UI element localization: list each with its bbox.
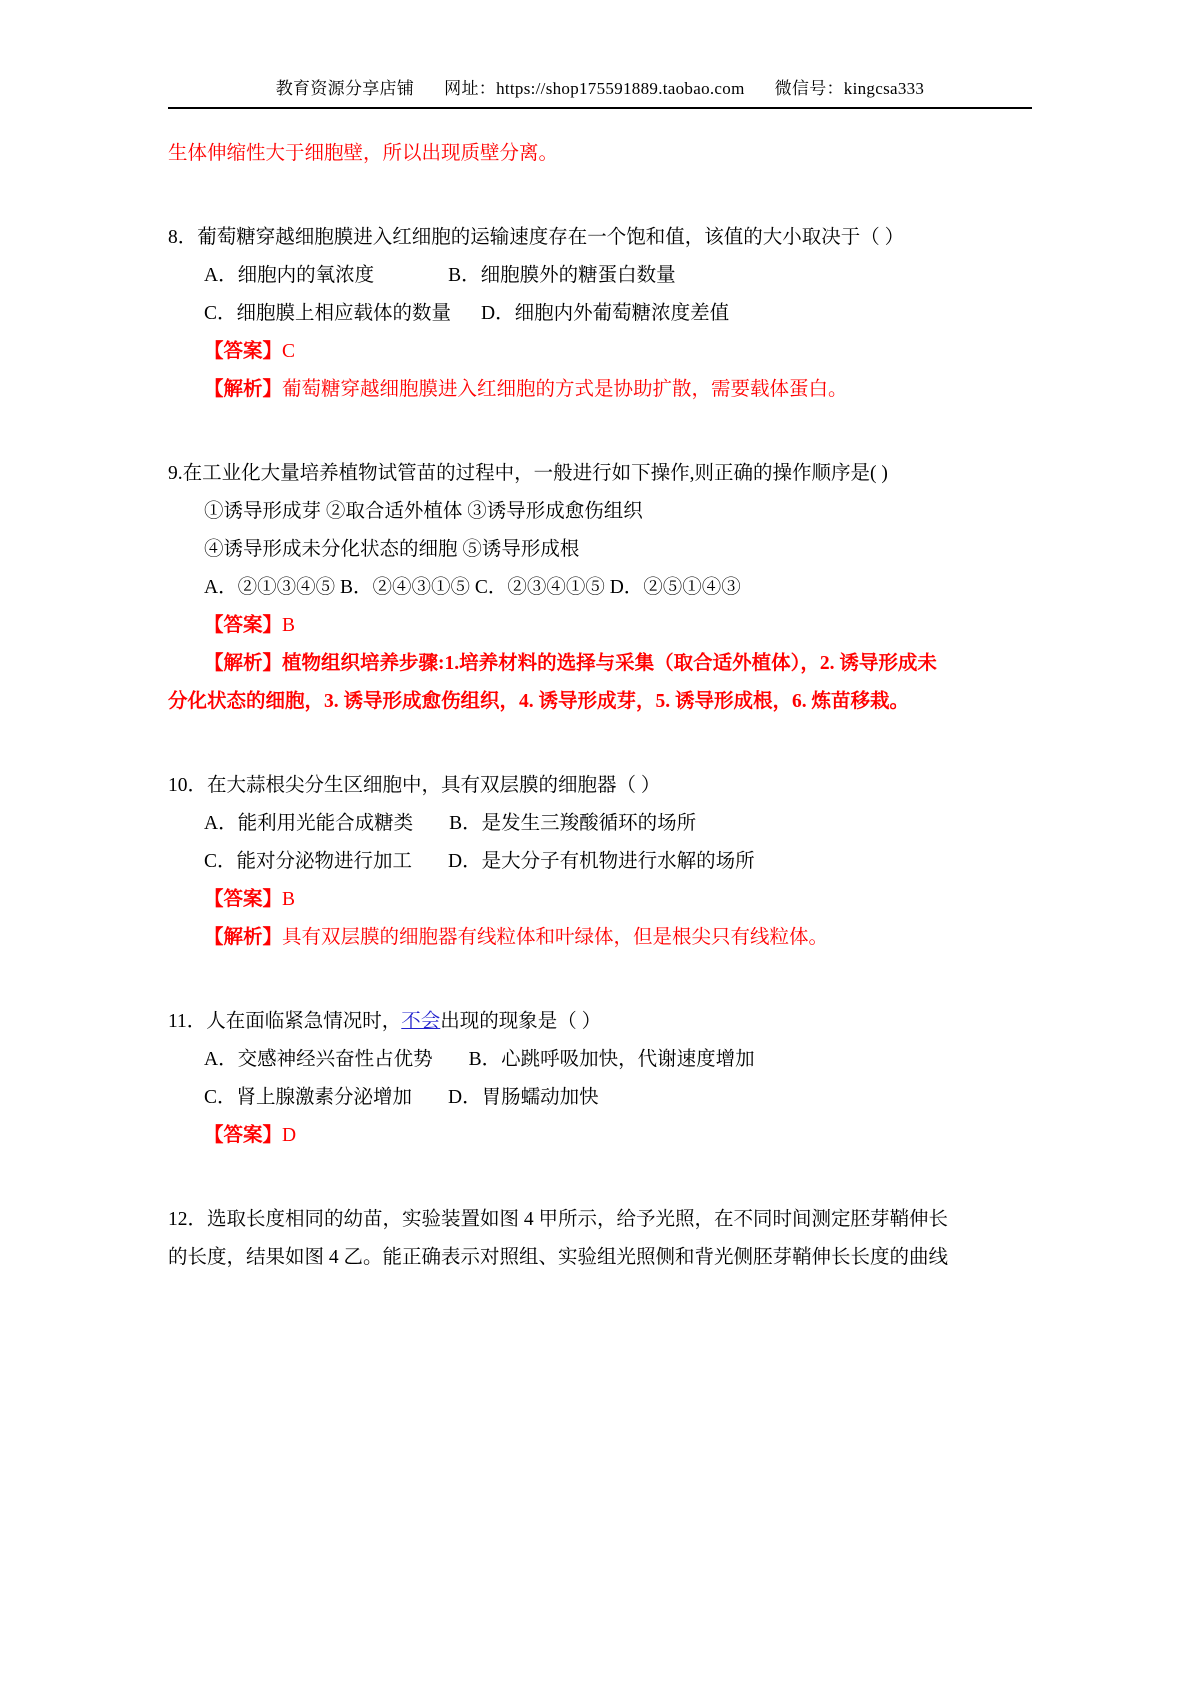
answer-value: D	[282, 1125, 297, 1147]
question-11-answer	[168, 1117, 1032, 1155]
question-10	[168, 767, 1032, 957]
question-8-option-d: D．细胞内外葡萄糖浓度差值	[481, 303, 730, 325]
question-9-choices: A．②①③④⑤ B．②④③①⑤ C．②③④①⑤ D．②⑤①④③	[204, 577, 741, 599]
explanation-label: 【解析】	[204, 379, 283, 401]
question-10-stem: 10．在大蒜根尖分生区细胞中，具有双层膜的细胞器（ ）	[168, 775, 661, 797]
question-10-option-a: A．能利用光能合成糖类	[204, 813, 414, 835]
question-8	[168, 219, 1032, 409]
explanation-text-line-2: 分化状态的细胞，3. 诱导形成愈伤组织，4. 诱导形成芽，5. 诱导形成根，6. 炼苗移栽。	[168, 691, 910, 713]
question-8-answer	[168, 333, 1032, 371]
question-9-answer	[168, 607, 1032, 645]
answer-label: 【答案】	[204, 615, 283, 637]
question-11-stem-emphasis: 不会	[401, 1011, 441, 1033]
header-site-label: 网址：	[444, 79, 497, 98]
question-8-explanation	[168, 371, 1032, 409]
question-11-option-a: A．交感神经兴奋性占优势	[204, 1049, 433, 1071]
header-wechat-id: kingcsa333	[843, 79, 925, 98]
page-header	[168, 0, 1032, 99]
question-10-answer	[168, 881, 1032, 919]
explanation-text: 葡萄糖穿越细胞膜进入红细胞的方式是协助扩散，需要载体蛋白。	[282, 379, 848, 401]
question-9-steps-line-2: ④诱导形成未分化状态的细胞 ⑤诱导形成根	[204, 539, 580, 561]
question-9-stem: 9.在工业化大量培养植物试管苗的过程中，一般进行如下操作,则正确的操作顺序是( )	[168, 463, 888, 485]
explanation-label: 【解析】	[204, 927, 283, 949]
question-8-option-b: B．细胞膜外的糖蛋白数量	[448, 265, 676, 287]
question-11	[168, 1003, 1032, 1155]
question-10-options-row-1	[168, 805, 1032, 843]
question-10-option-d: D．是大分子有机物进行水解的场所	[448, 851, 755, 873]
question-10-options-row-2	[168, 843, 1032, 881]
question-11-options-row-2	[168, 1079, 1032, 1117]
question-12	[168, 1201, 1032, 1277]
question-9-steps-line-1: ①诱导形成芽 ②取合适外植体 ③诱导形成愈伤组织	[204, 501, 643, 523]
header-shop-name: 教育资源分享店铺	[275, 79, 415, 98]
question-10-option-c: C．能对分泌物进行加工	[204, 851, 413, 873]
question-8-options-row-2	[168, 295, 1032, 333]
question-12-stem-line-1: 12．选取长度相同的幼苗，实验装置如图 4 甲所示，给予光照，在不同时间测定胚芽鞘伸长	[168, 1209, 949, 1231]
question-11-option-b: B．心跳呼吸加快，代谢速度增加	[468, 1049, 755, 1071]
continued-explanation-fragment: 生体伸缩性大于细胞壁，所以出现质壁分离。	[168, 143, 559, 164]
answer-label: 【答案】	[204, 1125, 283, 1147]
question-11-option-c: C．肾上腺激素分泌增加	[204, 1087, 413, 1109]
question-9	[168, 455, 1032, 721]
question-11-stem-pre: 11．人在面临紧急情况时，	[168, 1011, 402, 1033]
explanation-text: 具有双层膜的细胞器有线粒体和叶绿体，但是根尖只有线粒体。	[282, 927, 829, 949]
answer-label: 【答案】	[204, 341, 283, 363]
question-8-stem: 8．葡萄糖穿越细胞膜进入红细胞的运输速度存在一个饱和值，该值的大小取决于（ ）	[168, 227, 905, 249]
question-10-option-b: B．是发生三羧酸循环的场所	[449, 813, 697, 835]
question-9-explanation-cont	[168, 683, 1032, 721]
question-11-options-row-1	[168, 1041, 1032, 1079]
header-wechat-label: 微信号：	[774, 79, 844, 98]
question-8-option-a: A．细胞内的氧浓度	[204, 265, 375, 287]
question-11-stem	[168, 1003, 1032, 1041]
answer-value: B	[282, 889, 296, 911]
question-8-options-row-1	[168, 257, 1032, 295]
header-site-url: https://shop175591889.taobao.com	[496, 79, 745, 98]
question-11-option-d: D．胃肠蠕动加快	[448, 1087, 599, 1109]
document-body	[168, 109, 1032, 1277]
answer-label: 【答案】	[204, 889, 283, 911]
answer-value: C	[282, 341, 296, 363]
question-12-stem-line-2: 的长度，结果如图 4 乙。能正确表示对照组、实验组光照侧和背光侧胚芽鞘伸长长度的曲线	[168, 1247, 949, 1269]
question-10-explanation	[168, 919, 1032, 957]
question-8-option-c: C．细胞膜上相应载体的数量	[204, 303, 452, 325]
explanation-label: 【解析】	[204, 653, 283, 675]
answer-value: B	[282, 615, 296, 637]
question-9-explanation	[168, 645, 1032, 683]
question-11-stem-post: 出现的现象是（ ）	[440, 1011, 602, 1033]
explanation-text-line-1: 植物组织培养步骤:1.培养材料的选择与采集（取合适外植体），2. 诱导形成未	[282, 653, 937, 675]
